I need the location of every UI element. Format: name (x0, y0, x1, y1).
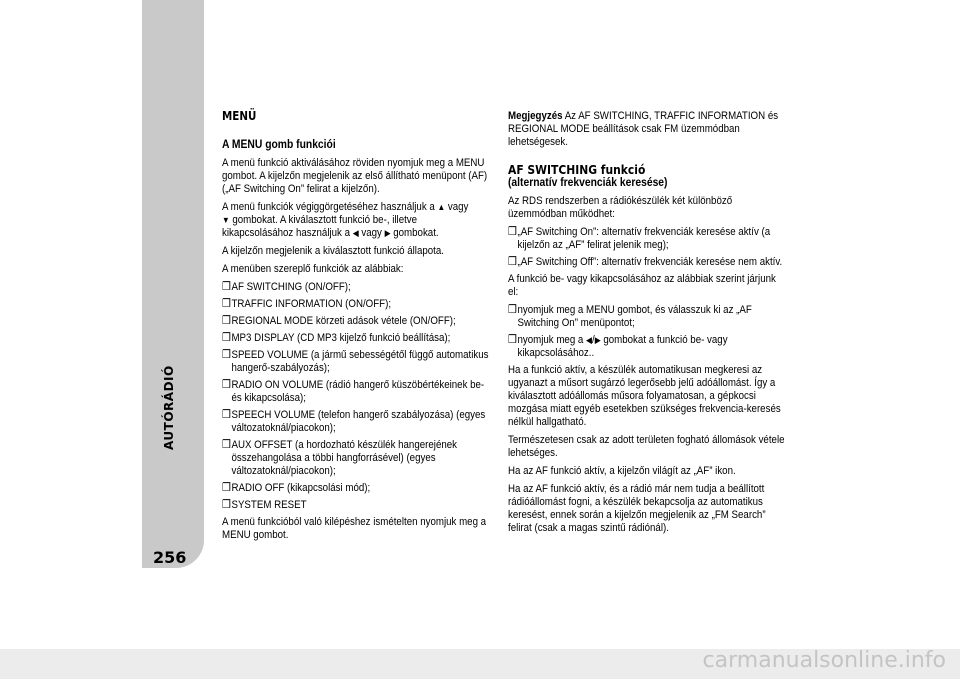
paragraph: A menüben szereplő funkciók az alábbiak: (222, 263, 404, 275)
left-arrow-icon: ◀ (352, 228, 359, 238)
paragraph: A funkció be- vagy kikapcsolásához az alábbiak szerint járjunk el: (508, 273, 776, 298)
list-item: ❒nyomjuk meg a ◀/▶ gombokat a funkció be- vagy kikapcsolásához.. (508, 334, 728, 359)
down-arrow-icon: ▼ (222, 215, 230, 225)
section-label: AUTÓRÁDIÓ (162, 365, 176, 450)
left-arrow-icon: ◀ (586, 335, 592, 345)
af-heading: AF SWITCHING funkció (508, 162, 646, 177)
checkbox-icon: ❒ (508, 334, 517, 346)
list-item: ❒TRAFFIC INFORMATION (ON/OFF); (222, 298, 392, 310)
paragraph: Az RDS rendszerben a rádiókészülék két különböző üzemmódban működhet: (508, 195, 733, 220)
checkbox-icon: ❒ (508, 304, 517, 316)
list-item: ❒nyomjuk meg a MENU gombot, és válasszuk ki az „AF Switching On” menüpontot; (508, 304, 752, 329)
right-column (508, 110, 788, 540)
paragraph: Ha a funkció aktív, a készülék automatikusan megkeresi az ugyanazt a műsort sugárzó legerősebb jelű adóállomást. Így a kiválasztott adóállomás műsora folyamatosan, a gépkocsi mozgása miatt egyéb esetekben szükséges frekvencia-keresés nélkül hallgatható. (508, 364, 781, 428)
checkbox-icon: ❒ (508, 226, 517, 238)
menu-heading: MENÜ (222, 109, 257, 123)
text-fragment: gombokat. (393, 227, 439, 239)
paragraph: Természetesen csak az adott területen fogható állomások vétele lehetséges. (508, 434, 785, 459)
right-arrow-icon: ▶ (594, 335, 601, 345)
af-subheading: (alternatív frekvenciák keresése) (508, 175, 668, 189)
text-fragment: vagy (447, 201, 469, 213)
list-item: ❒SYSTEM RESET (222, 499, 307, 511)
checkbox-icon: ❒ (222, 379, 231, 391)
list-item: ❒AUX OFFSET (a hordozható készülék hangerejének összehangolása a többi hangforrásével) (egyes változatoknál/piacokon); (222, 439, 458, 477)
checkbox-icon: ❒ (222, 332, 231, 344)
list-item: ❒„AF Switching On”: alternatív frekvenciák keresése aktív (a kijelzőn az „AF” felirat jelenik meg); (508, 226, 771, 251)
page-number: 256 (153, 548, 187, 567)
paragraph: Ha az AF funkció aktív, és a rádió már nem tudja a beállított rádióállomást fogni, a készülék bekapcsolja az automatikus keresést, ennek során a kijelzőn megjelenik az „FM Search” felirat (csak a magas szintű rádiónál). (508, 483, 766, 534)
watermark: carmanualsonline.info (702, 648, 946, 673)
checkbox-icon: ❒ (222, 409, 231, 421)
checkbox-icon: ❒ (222, 281, 231, 293)
paragraph (222, 201, 489, 240)
paragraph: A menü funkcióból való kilépéshez ismételten nyomjuk meg a MENU gombot. (222, 516, 487, 541)
list-item: ❒SPEECH VOLUME (telefon hangerő szabályozása) (egyes változatoknál/piacokon); (222, 409, 486, 434)
text-fragment: A menü funkciók végiggörgetéséhez használjuk a (222, 201, 435, 213)
menu-subheading: A MENU gomb funkciói (222, 137, 336, 151)
list-item: ❒SPEED VOLUME (a jármű sebességétől függő automatikus hangerő-szabályozás); (222, 349, 489, 374)
checkbox-icon: ❒ (222, 315, 231, 327)
checkbox-icon: ❒ (222, 298, 231, 310)
checkbox-icon: ❒ (222, 349, 231, 361)
list-item: ❒RADIO ON VOLUME (rádió hangerő küszöbértékeinek be- és kikapcsolása); (222, 379, 485, 404)
list-item: ❒RADIO OFF (kikapcsolási mód); (222, 482, 371, 494)
paragraph: A kijelzőn megjelenik a kiválasztott funkció állapota. (222, 245, 444, 257)
text-fragment: vagy (361, 227, 382, 239)
list-item: ❒AF SWITCHING (ON/OFF); (222, 281, 351, 293)
checkbox-icon: ❒ (222, 482, 231, 494)
checkbox-icon: ❒ (508, 256, 517, 268)
list-item: ❒MP3 DISPLAY (CD MP3 kijelző funkció beállítása); (222, 332, 451, 344)
note-label: Megjegyzés (508, 110, 563, 122)
checkbox-icon: ❒ (222, 439, 231, 451)
up-arrow-icon: ▲ (437, 202, 446, 212)
checkbox-icon: ❒ (222, 499, 231, 511)
note-text: Az AF SWITCHING, TRAFFIC INFORMATION és REGIONAL MODE beállítások csak FM üzemmódban lehetségesek. (508, 110, 779, 148)
note-paragraph (508, 110, 788, 149)
text-fragment: gombokat. A kiválasztott funkció be-, illetve kikapcsolásához használjuk a (222, 214, 418, 239)
list-item: ❒REGIONAL MODE körzeti adások vétele (ON/OFF); (222, 315, 456, 327)
left-column (222, 110, 489, 547)
paragraph: Ha az AF funkció aktív, a kijelzőn világít az „AF” ikon. (508, 465, 736, 477)
list-item: ❒„AF Switching Off”: alternatív frekvenciák keresése nem aktív. (508, 256, 783, 268)
right-arrow-icon: ▶ (384, 228, 391, 238)
paragraph: A menü funkció aktiválásához röviden nyomjuk meg a MENU gombot. A kijelzőn megjelenik az első állítható menüpont (AF) („AF Switching On” felirat a kijelzőn). (222, 157, 488, 195)
